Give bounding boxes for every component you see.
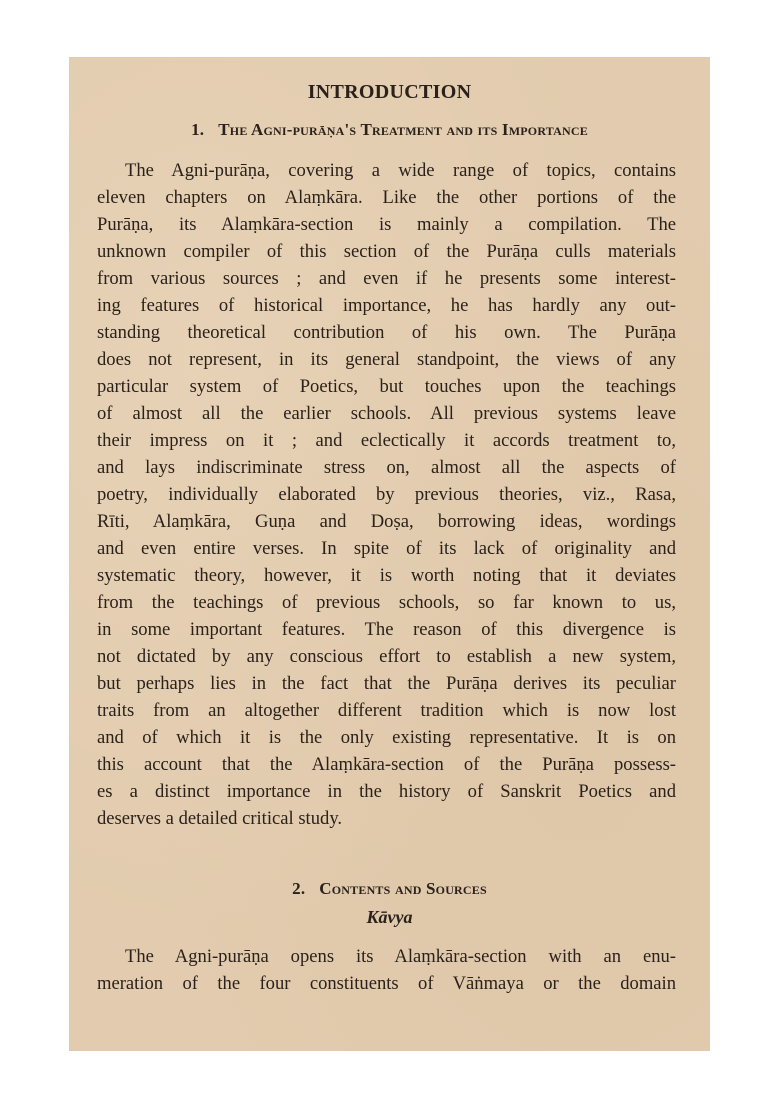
section-1-title: The Agni-purāṇa's Treatment and its Importance: [218, 120, 588, 139]
text-line: does not represent, in its general standpoint, the views of any: [97, 349, 676, 370]
text-line: and of which it is the only existing representative. It is on: [97, 727, 676, 748]
text-line: unknown compiler of this section of the Purāṇa culls materials: [97, 241, 676, 262]
text-line: poetry, individually elaborated by previous theories, viz., Rasa,: [97, 484, 676, 505]
text-line: from the teachings of previous schools, so far known to us,: [97, 592, 676, 613]
scanned-book-page: [69, 57, 710, 1051]
section-1-paragraph: [97, 157, 676, 832]
text-line: traits from an altogether different tradition which is now lost: [97, 700, 676, 721]
text-line: of almost all the earlier schools. All previous systems leave: [97, 403, 676, 424]
text-line: in some important features. The reason of this divergence is: [97, 619, 676, 640]
text-line: and even entire verses. In spite of its lack of originality and: [97, 538, 676, 559]
text-line: not dictated by any conscious effort to establish a new system,: [97, 646, 676, 667]
text-line: ing features of historical importance, he has hardly any out-: [97, 295, 676, 316]
chapter-title: INTRODUCTION: [307, 81, 472, 103]
text-line: deserves a detailed critical study.: [97, 808, 343, 829]
text-line: The Agni-purāṇa opens its Alaṃkāra-section with an enu-: [125, 946, 676, 967]
text-line: standing theoretical contribution of his own. The Purāṇa: [97, 322, 676, 343]
text-line: their impress on it ; and eclectically it accords treatment to,: [97, 430, 676, 451]
text-line: from various sources ; and even if he presents some interest-: [97, 268, 676, 289]
text-line: but perhaps lies in the fact that the Purāṇa derives its peculiar: [97, 673, 676, 694]
text-line: this account that the Alaṃkāra-section of the Purāṇa possess-: [97, 754, 676, 775]
text-line: systematic theory, however, it is worth noting that it deviates: [97, 565, 676, 586]
section-2-paragraph: [97, 943, 676, 997]
text-line: particular system of Poetics, but touches upon the teachings: [97, 376, 676, 397]
section-2-number: 2.: [292, 879, 306, 898]
text-line: Rīti, Alaṃkāra, Guṇa and Doṣa, borrowing ideas, wordings: [97, 511, 676, 532]
section-1-heading: [69, 120, 710, 140]
section-1-number: 1.: [191, 120, 205, 139]
text-line: meration of the four constituents of Vāṅmaya or the domain: [97, 973, 676, 994]
text-line: eleven chapters on Alaṃkāra. Like the other portions of the: [97, 187, 676, 208]
text-line: Purāṇa, its Alaṃkāra-section is mainly a compilation. The: [97, 214, 676, 235]
text-line: es a distinct importance in the history of Sanskrit Poetics and: [97, 781, 676, 802]
section-2-heading: [69, 879, 710, 899]
text-line: and lays indiscriminate stress on, almost all the aspects of: [97, 457, 676, 478]
text-line: The Agni-purāṇa, covering a wide range of topics, contains: [125, 160, 676, 181]
section-2-subheading: Kāvya: [366, 907, 413, 927]
section-2-title: Contents and Sources: [319, 879, 487, 898]
